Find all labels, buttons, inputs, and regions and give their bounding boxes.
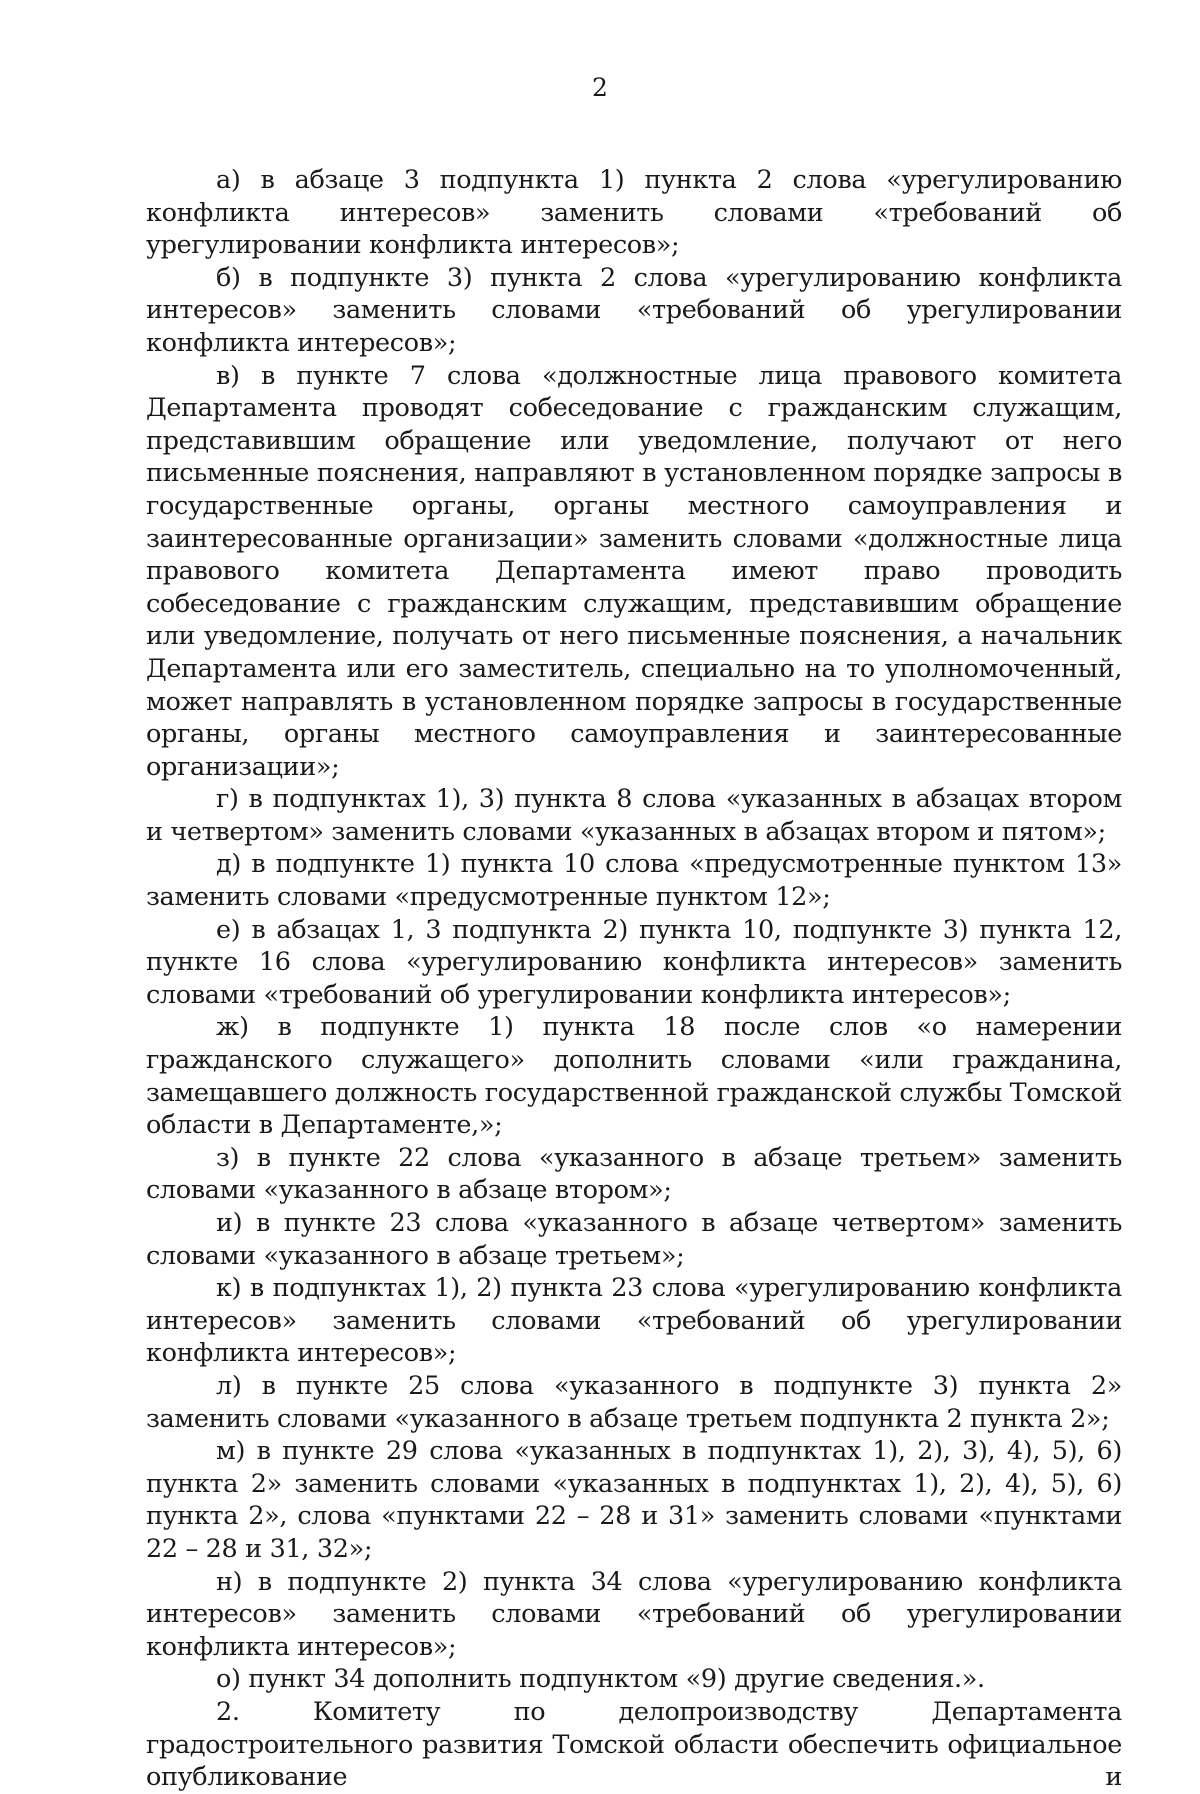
paragraph-zh: ж) в подпункте 1) пункта 18 после слов «о намерении гражданского служащего» дополнить словами «или гражданина, замещавшего должность государственной гражданской службы Томской области в Департаменте,»; (146, 1012, 1122, 1141)
paragraph-k: к) в подпунктах 1), 2) пункта 23 слова «урегулированию конфликта интересов» заменить словами «требований об урегулировании конфликта интересов»; (146, 1273, 1122, 1369)
page-number: 2 (592, 73, 608, 102)
paragraph-z: з) в пункте 22 слова «указанного в абзаце третьем» заменить словами «указанного в абзаце втором»; (146, 1142, 1122, 1206)
paragraph-b: б) в подпункте 3) пункта 2 слова «урегулированию конфликта интересов» заменить словами «требований об урегулировании конфликта интересов»; (146, 262, 1122, 358)
document-body (146, 164, 1122, 1794)
paragraph-v: в) в пункте 7 слова «должностные лица правового комитета Департамента проводят собеседование с гражданским служащим, представившим обращение или уведомление, получают от него письменные пояснения, направляют в установленном порядке запросы в государственные органы, органы местного самоуправления и заинтересованные организации» заменить словами «должностные лица правового комитета Департамента имеют право проводить собеседование с гражданским служащим, представившим обращение или уведомление, получать от него письменные пояснения, а начальник Департамента или его заместитель, специально на то уполномоченный, может направлять в установленном порядке запросы в государственные органы, органы местного самоуправления и заинтересованные организации»; (146, 360, 1122, 782)
paragraph-item-2: 2. Комитету по делопроизводству Департамента градостроительного развития Томской области обеспечить официальное опубликование и (146, 1696, 1122, 1793)
paragraph-l: л) в пункте 25 слова «указанного в подпункте 3) пункта 2» заменить словами «указанного в абзаце третьем подпункта 2 пункта 2»; (146, 1370, 1122, 1434)
paragraph-e: е) в абзацах 1, 3 подпункта 2) пункта 10, подпункте 3) пункта 12, пункте 16 слова «урегулированию конфликта интересов» заменить словами «требований об урегулировании конфликта интересов»; (146, 914, 1122, 1010)
paragraph-i: и) в пункте 23 слова «указанного в абзаце четвертом» заменить словами «указанного в абзаце третьем»; (146, 1208, 1122, 1271)
paragraph-n: н) в подпункте 2) пункта 34 слова «урегулированию конфликта интересов» заменить словами «требований об урегулировании конфликта интересов»; (146, 1566, 1122, 1662)
paragraph-a: а) в абзаце 3 подпункта 1) пункта 2 слова «урегулированию конфликта интересов» заменить словами «требований об урегулировании конфликта интересов»; (146, 165, 1122, 261)
paragraph-d: д) в подпункте 1) пункта 10 слова «предусмотренные пунктом 13» заменить словами «предусмотренные пунктом 12»; (146, 849, 1122, 913)
paragraph-g: г) в подпунктах 1), 3) пункта 8 слова «указанных в абзацах втором и четвертом» заменить словами «указанных в абзацах втором и пятом»; (146, 784, 1122, 847)
paragraph-o: о) пункт 34 дополнить подпунктом «9) другие сведения.». (216, 1664, 985, 1695)
paragraph-m: м) в пункте 29 слова «указанных в подпунктах 1), 2), 3), 4), 5), 6) пункта 2» заменить словами «указанных в подпунктах 1), 2), 4), 5), 6) пункта 2», слова «пунктами 22 – 28 и 31» заменить словами «пунктами 22 – 28 и 31, 32»; (146, 1436, 1122, 1564)
